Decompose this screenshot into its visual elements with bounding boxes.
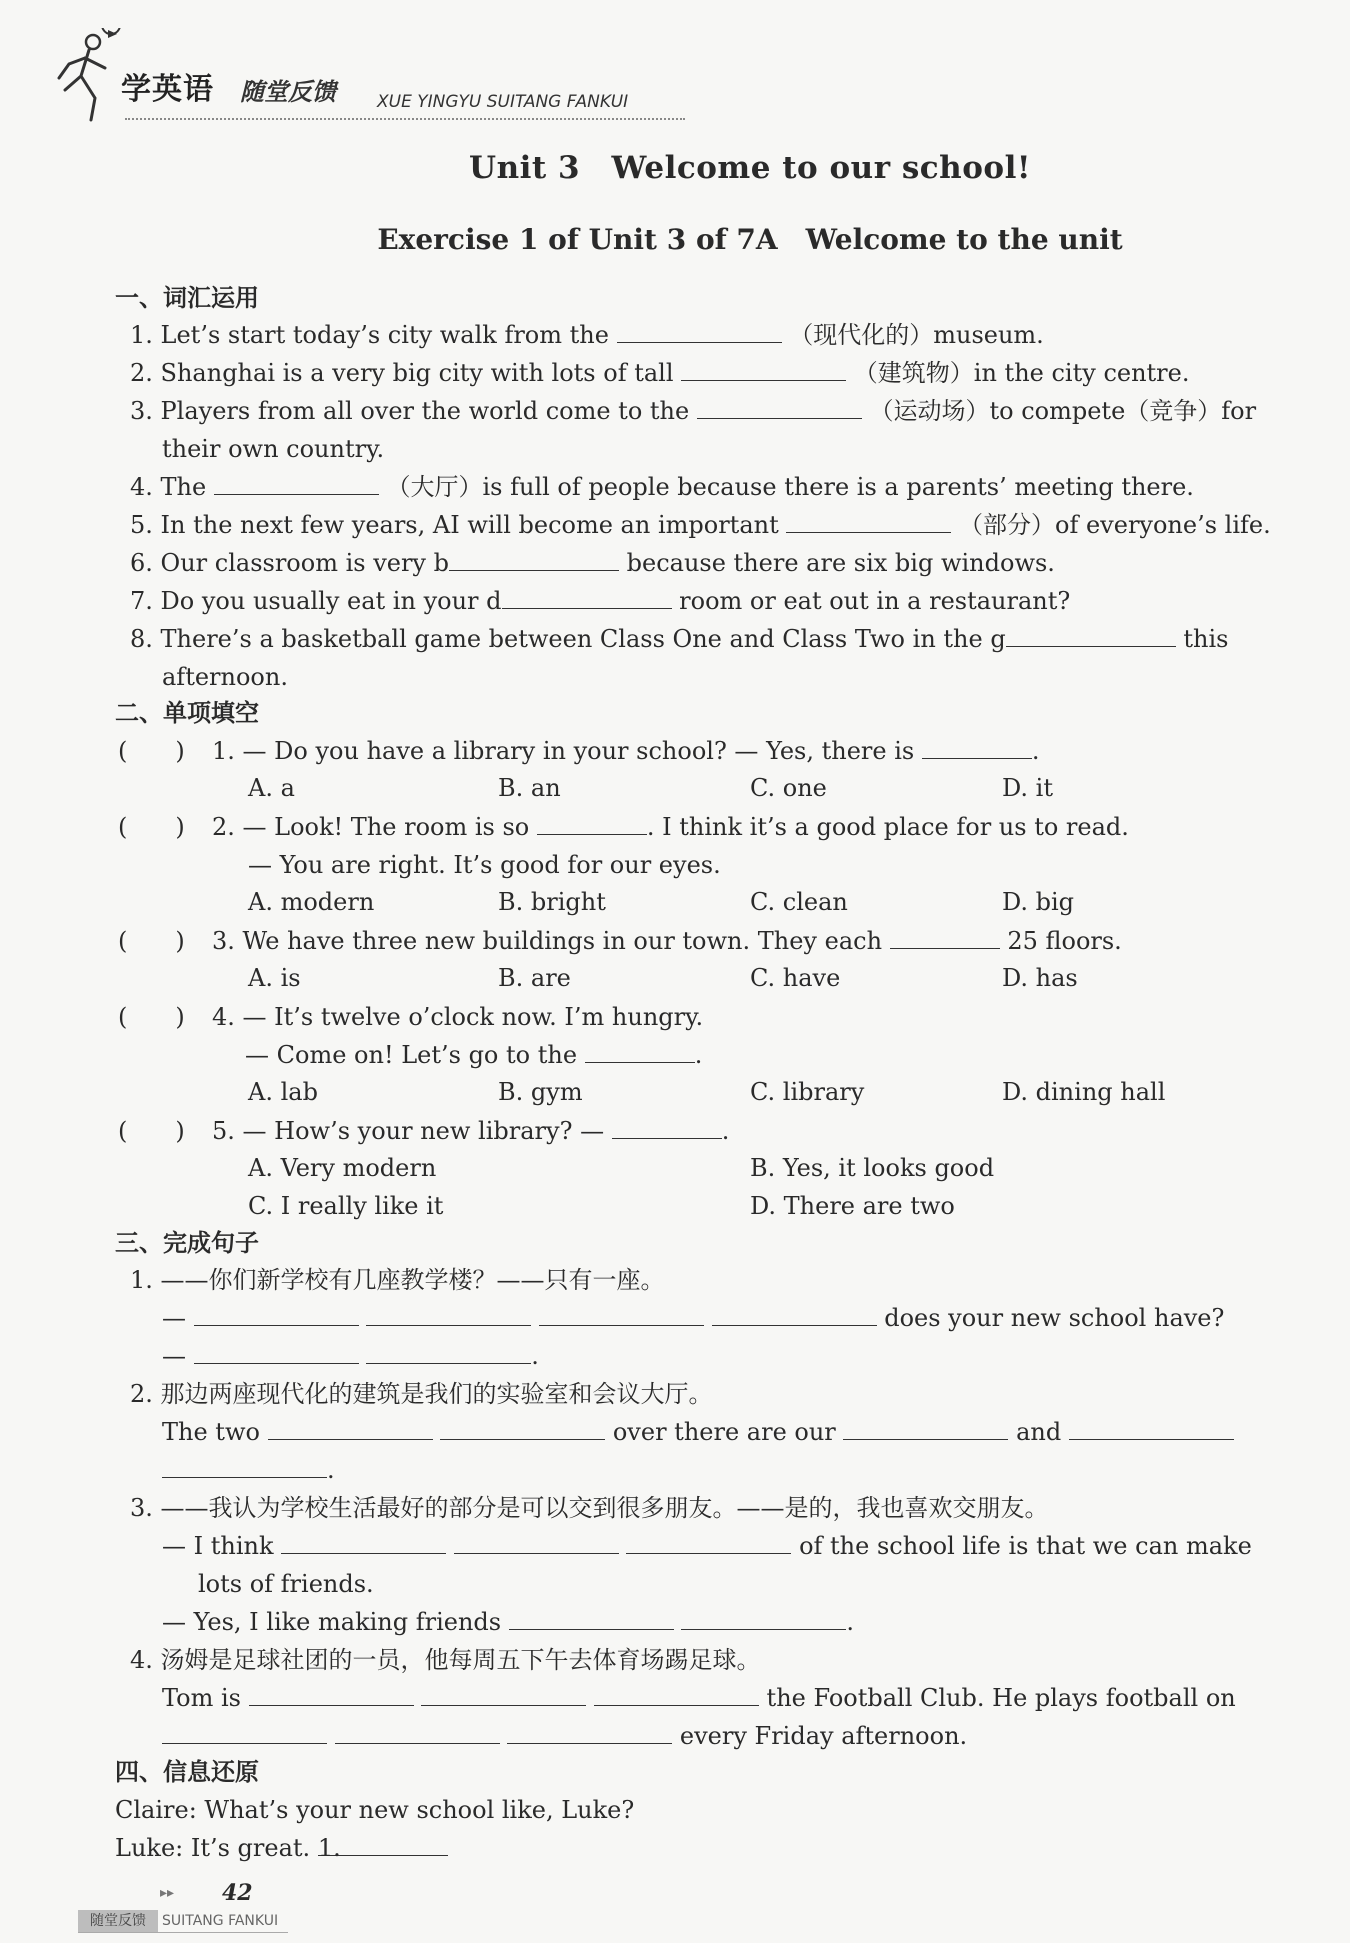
blank[interactable] bbox=[449, 548, 619, 571]
s1-question-3 bbox=[130, 396, 1256, 426]
option[interactable]: D. it bbox=[1002, 774, 1053, 802]
blank[interactable] bbox=[585, 1040, 695, 1063]
s3-q3-continuation: lots of friends. bbox=[198, 1570, 374, 1598]
s2-q2-response: — You are right. It’s good for our eyes. bbox=[248, 851, 721, 879]
s3-q2-line2 bbox=[162, 1455, 335, 1485]
blank[interactable] bbox=[281, 1531, 446, 1554]
s2-q4-text: — Come on! Let’s go to the bbox=[245, 1041, 578, 1069]
section3-heading: 三、完成句子 bbox=[115, 1229, 259, 1257]
blank[interactable] bbox=[162, 1721, 327, 1744]
blank[interactable] bbox=[922, 736, 1032, 759]
s3-q3-mid: of the school life is that we can make bbox=[799, 1532, 1252, 1560]
option[interactable]: C. I really like it bbox=[248, 1192, 444, 1220]
blank[interactable] bbox=[249, 1683, 414, 1706]
blank[interactable] bbox=[214, 472, 379, 495]
option[interactable]: C. one bbox=[750, 774, 827, 802]
option[interactable]: C. library bbox=[750, 1078, 865, 1106]
header-cn-title: 学英语 bbox=[121, 72, 214, 107]
s3-q3-line1 bbox=[162, 1531, 1252, 1561]
option[interactable]: D. big bbox=[1002, 888, 1075, 916]
s1-question-1 bbox=[130, 320, 1044, 350]
s3-q1-line1 bbox=[162, 1303, 1224, 1333]
blank[interactable] bbox=[1006, 624, 1176, 647]
s1-q5-hint: （部分）of everyone’s life. bbox=[959, 511, 1271, 539]
answer-bracket[interactable]: ( ) bbox=[118, 813, 185, 841]
option[interactable]: A. lab bbox=[248, 1078, 318, 1106]
s3-q1-tail: does your new school have? bbox=[884, 1304, 1225, 1332]
s3-q1-line2 bbox=[162, 1341, 539, 1371]
s3-q4-chinese: 4. 汤姆是足球社团的一员，他每周五下午去体育场踢足球。 bbox=[130, 1646, 761, 1674]
s1-question-6 bbox=[130, 548, 1055, 578]
s1-question-5 bbox=[130, 510, 1271, 540]
option[interactable]: D. has bbox=[1002, 964, 1078, 992]
s1-q4-hint: （大厅）is full of people because there is a parents’ meeting there. bbox=[386, 473, 1194, 501]
s2-q2-text: 2. — Look! The room is so bbox=[212, 813, 530, 841]
s3-q3-reply: — Yes, I like making friends bbox=[162, 1608, 502, 1636]
s1-question-4 bbox=[130, 472, 1194, 502]
s2-question-5 bbox=[212, 1116, 729, 1146]
s1-q4-text: 4. The bbox=[130, 473, 207, 501]
unit-title: Unit 3 Welcome to our school! bbox=[469, 150, 1031, 186]
s1-q7-text: 7. Do you usually eat in your d bbox=[130, 587, 502, 615]
blank[interactable] bbox=[626, 1531, 791, 1554]
blank-number: 1. bbox=[317, 1834, 341, 1862]
option[interactable]: B. gym bbox=[498, 1078, 583, 1106]
s3-q2-text: The two bbox=[162, 1418, 260, 1446]
blank[interactable] bbox=[681, 1607, 846, 1630]
dash: — bbox=[162, 1304, 186, 1332]
blank-1[interactable] bbox=[317, 1833, 448, 1862]
blank[interactable] bbox=[335, 1721, 500, 1744]
footer-divider bbox=[78, 1932, 288, 1933]
s2-question-4: 4. — It’s twelve o’clock now. I’m hungry. bbox=[212, 1003, 704, 1031]
s2-q3-text: 3. We have three new buildings in our town. They each bbox=[212, 927, 883, 955]
page-number: 42 bbox=[222, 1880, 253, 1906]
blank[interactable] bbox=[194, 1341, 359, 1364]
blank[interactable] bbox=[194, 1303, 359, 1326]
section2-heading: 二、单项填空 bbox=[115, 699, 259, 727]
s3-q1-chinese: 1. ——你们新学校有几座教学楼？——只有一座。 bbox=[130, 1266, 665, 1294]
punct: . bbox=[531, 1342, 539, 1370]
blank[interactable] bbox=[843, 1417, 1008, 1440]
option[interactable]: B. an bbox=[498, 774, 561, 802]
option[interactable]: C. clean bbox=[750, 888, 848, 916]
s1-q5-text: 5. In the next few years, AI will become an important bbox=[130, 511, 779, 539]
s1-q3-continuation: their own country. bbox=[162, 435, 385, 463]
s3-q3-line3 bbox=[162, 1607, 854, 1637]
option[interactable]: A. a bbox=[248, 774, 295, 802]
s1-question-8 bbox=[130, 624, 1228, 654]
blank[interactable] bbox=[681, 358, 846, 381]
option[interactable]: B. Yes, it looks good bbox=[750, 1154, 995, 1182]
s2-q5-text: 5. — How’s your new library? — bbox=[212, 1117, 605, 1145]
blank[interactable] bbox=[786, 510, 951, 533]
s3-q3-text: — I think bbox=[162, 1532, 274, 1560]
option[interactable]: A. modern bbox=[248, 888, 375, 916]
punct: . bbox=[694, 1041, 703, 1069]
option[interactable]: D. dining hall bbox=[1002, 1078, 1166, 1106]
s1-question-7 bbox=[130, 586, 1070, 616]
s2-q2-tail: . I think it’s a good place for us to read. bbox=[646, 813, 1129, 841]
dialog-line-luke bbox=[115, 1833, 448, 1863]
s1-q8-continuation: afternoon. bbox=[162, 663, 288, 691]
exercise-title: Exercise 1 of Unit 3 of 7A Welcome to the unit bbox=[377, 223, 1123, 256]
header-divider bbox=[125, 118, 685, 120]
section4-heading: 四、信息还原 bbox=[115, 1758, 259, 1786]
s3-q4-tail: every Friday afternoon. bbox=[679, 1722, 968, 1750]
option[interactable]: B. bright bbox=[498, 888, 606, 916]
blank[interactable] bbox=[162, 1455, 327, 1478]
blank[interactable] bbox=[421, 1683, 586, 1706]
book-header bbox=[55, 20, 675, 130]
s3-q2-line1 bbox=[162, 1417, 1234, 1447]
option[interactable]: D. There are two bbox=[750, 1192, 955, 1220]
s4-luke-text: Luke: It’s great. bbox=[115, 1834, 311, 1862]
answer-bracket[interactable]: ( ) bbox=[118, 737, 185, 765]
s2-q4-response bbox=[245, 1040, 702, 1070]
option[interactable]: A. Very modern bbox=[248, 1154, 437, 1182]
s3-q2-chinese: 2. 那边两座现代化的建筑是我们的实验室和会议大厅。 bbox=[130, 1380, 713, 1408]
option[interactable]: B. are bbox=[498, 964, 571, 992]
blank[interactable] bbox=[268, 1417, 433, 1440]
header-en-title: XUE YINGYU SUITANG FANKUI bbox=[377, 92, 629, 112]
s3-q2-mid: over there are our bbox=[612, 1418, 836, 1446]
blank[interactable] bbox=[712, 1303, 877, 1326]
blank[interactable] bbox=[502, 586, 672, 609]
punct: . bbox=[1031, 737, 1040, 765]
blank[interactable] bbox=[366, 1341, 531, 1364]
runner-logo-icon bbox=[55, 28, 125, 128]
s2-question-3 bbox=[212, 926, 1122, 956]
s1-q8-tail: this bbox=[1183, 625, 1229, 653]
s1-q3-hint: （运动场）to compete（竞争）for bbox=[869, 397, 1257, 425]
answer-bracket[interactable]: ( ) bbox=[118, 1117, 185, 1145]
blank[interactable] bbox=[594, 1683, 759, 1706]
footer-arrows: ▸▸ bbox=[160, 1885, 175, 1901]
s1-q6-tail: because there are six big windows. bbox=[626, 549, 1055, 577]
option[interactable]: C. have bbox=[750, 964, 841, 992]
blank[interactable] bbox=[440, 1417, 605, 1440]
s1-q2-hint: （建筑物）in the city centre. bbox=[853, 359, 1190, 387]
dialog-line-claire: Claire: What’s your new school like, Luke? bbox=[115, 1796, 635, 1824]
punct: . bbox=[846, 1608, 855, 1636]
s1-q7-tail: room or eat out in a restaurant? bbox=[679, 587, 1071, 615]
s3-q4-mid: the Football Club. He plays football on bbox=[766, 1684, 1236, 1712]
blank[interactable] bbox=[509, 1607, 674, 1630]
s1-q2-text: 2. Shanghai is a very big city with lots of tall bbox=[130, 359, 674, 387]
option[interactable]: A. is bbox=[248, 964, 301, 992]
section1-heading: 一、词汇运用 bbox=[115, 284, 259, 312]
s3-q4-line2 bbox=[162, 1721, 967, 1751]
answer-bracket[interactable]: ( ) bbox=[118, 927, 185, 955]
blank[interactable] bbox=[366, 1303, 531, 1326]
footer-cn-label: 随堂反馈 bbox=[78, 1910, 158, 1932]
blank[interactable] bbox=[890, 926, 1000, 949]
blank[interactable] bbox=[612, 1116, 722, 1139]
s1-q6-text: 6. Our classroom is very b bbox=[130, 549, 449, 577]
s1-question-2 bbox=[130, 358, 1190, 388]
blank[interactable] bbox=[539, 1303, 704, 1326]
s2-q3-tail: 25 floors. bbox=[1007, 927, 1122, 955]
punct: . bbox=[327, 1456, 335, 1484]
s2-question-2 bbox=[212, 812, 1129, 842]
blank[interactable] bbox=[617, 320, 782, 343]
blank[interactable] bbox=[537, 812, 647, 835]
punct: . bbox=[721, 1117, 730, 1145]
blank[interactable] bbox=[697, 396, 862, 419]
s3-q4-line1 bbox=[162, 1683, 1236, 1713]
s1-q1-text: 1. Let’s start today’s city walk from the bbox=[130, 321, 609, 349]
s1-q1-hint: （现代化的）museum. bbox=[789, 321, 1044, 349]
s3-q4-text: Tom is bbox=[162, 1684, 241, 1712]
s3-q2-and: and bbox=[1016, 1418, 1062, 1446]
blank[interactable] bbox=[1069, 1417, 1234, 1440]
dash: — bbox=[162, 1342, 186, 1370]
header-cn-subtitle: 随堂反馈 bbox=[240, 78, 336, 106]
footer-en-label: SUITANG FANKUI bbox=[162, 1913, 279, 1929]
blank[interactable] bbox=[507, 1721, 672, 1744]
s3-q3-chinese: 3. ——我认为学校生活最好的部分是可以交到很多朋友。——是的，我也喜欢交朋友。 bbox=[130, 1494, 1049, 1522]
answer-bracket[interactable]: ( ) bbox=[118, 1003, 185, 1031]
blank[interactable] bbox=[454, 1531, 619, 1554]
s2-question-1 bbox=[212, 736, 1039, 766]
s1-q3-text: 3. Players from all over the world come to the bbox=[130, 397, 690, 425]
s2-q1-text: 1. — Do you have a library in your school? — Yes, there is bbox=[212, 737, 915, 765]
s1-q8-text: 8. There’s a basketball game between Class One and Class Two in the g bbox=[130, 625, 1006, 653]
